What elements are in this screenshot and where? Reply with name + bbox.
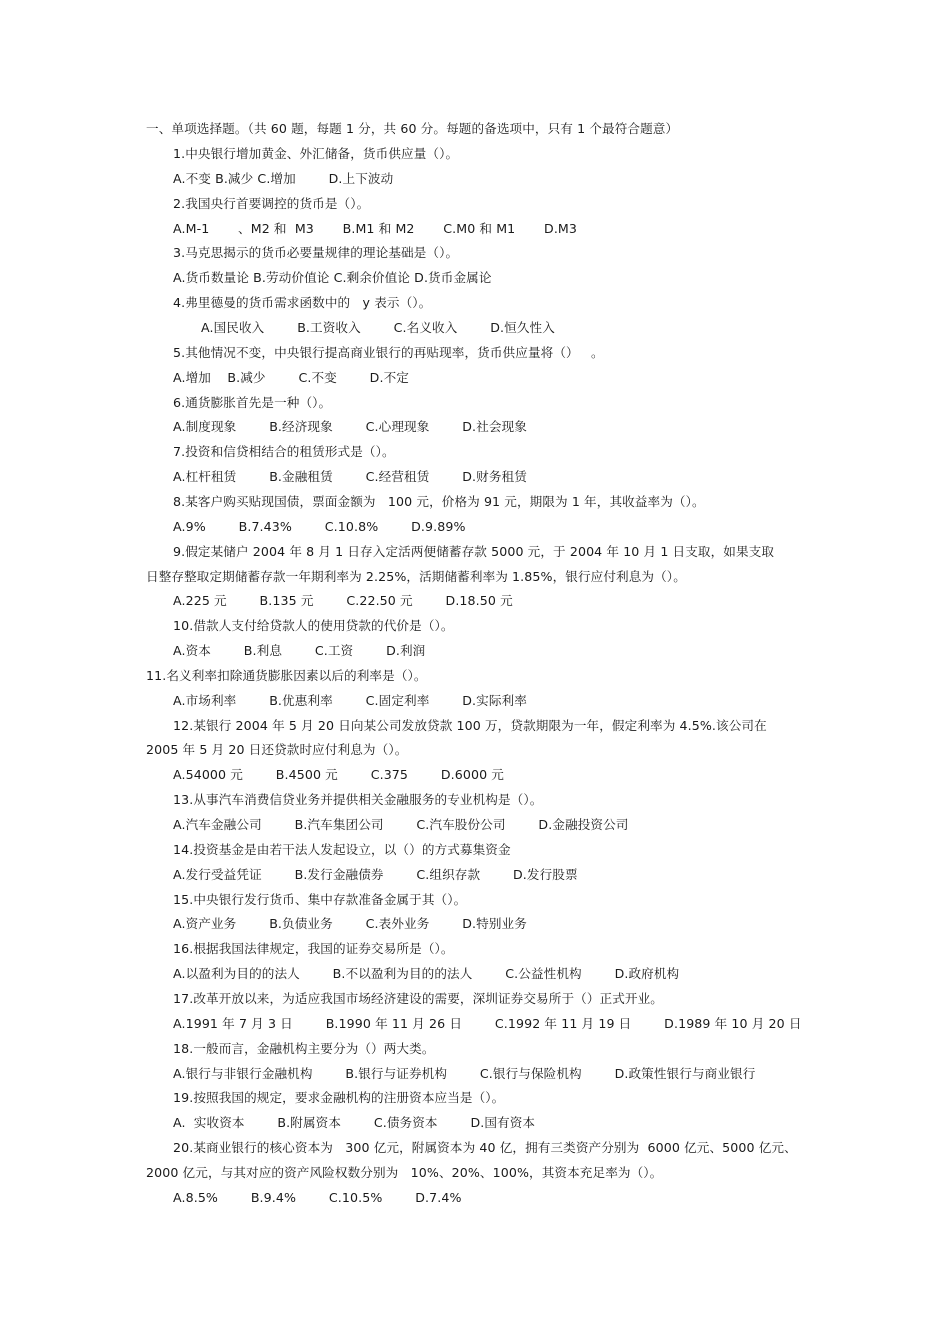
question-line: 16.根据我国法律规定，我国的证券交易所是（）。 [173, 941, 454, 957]
section-heading: 一、单项选择题。（共 60 题，每题 1 分，共 60 分。每题的备选项中，只有 1 个最符合题意） [146, 121, 679, 136]
question-line: 1.中央银行增加黄金、外汇储备，货币供应量（）。 [173, 146, 459, 161]
answer-options: A.国民收入 B.工资收入 C.名义收入 D.恒久性入 [201, 320, 555, 335]
answer-options: A.制度现象 B.经济现象 C.心理现象 D.社会现象 [173, 419, 527, 435]
question-line: 6.通货膨胀首先是一种（）。 [173, 394, 332, 410]
question-line: 17.改革开放以来，为适应我国市场经济建设的需要，深圳证券交易所于（）正式开业。 [173, 990, 663, 1006]
question-continuation: 2000 亿元，与其对应的资产风险权数分别为 10%、20%、100%，其资本充足率为（）。 [146, 1164, 663, 1180]
answer-options: A.资本 B.利息 C.工资 D.利润 [173, 643, 426, 658]
answer-options: A.杠杆租赁 B.金融租赁 C.经营租赁 D.财务租赁 [173, 469, 527, 485]
answer-options: A. 实收资本 B.附属资本 C.债务资本 D.国有资本 [173, 1115, 536, 1131]
question-line: 9.假定某储户 2004 年 8 月 1 日存入定活两便储蓄存款 5000 元，于 2004 年 10 月 1 日支取，如果支取 [173, 543, 775, 559]
question-line: 11.名义利率扣除通货膨胀因素以后的利率是（）。 [146, 667, 427, 683]
answer-options: A.9% B.7.43% C.10.8% D.9.89% [173, 518, 466, 534]
question-line: 2.我国央行首要调控的货币是（）。 [173, 195, 370, 211]
question-line: 5.其他情况不变，中央银行提高商业银行的再贴现率，货币供应量将（） 。 [173, 344, 604, 360]
question-continuation: 2005 年 5 月 20 日还贷款时应付利息为（）。 [146, 742, 408, 758]
answer-options: A.货币数量论 B.劳动价值论 C.剩余价值论 D.货币金属论 [173, 270, 492, 286]
question-line: 12.某银行 2004 年 5 月 20 日向某公司发放贷款 100 万，贷款期限为一年，假定利率为 4.5%.该公司在 [173, 717, 767, 733]
answer-options: A.汽车金融公司 B.汽车集团公司 C.汽车股份公司 D.金融投资公司 [173, 817, 629, 832]
answer-options: A.银行与非银行金融机构 B.银行与证券机构 C.银行与保险机构 D.政策性银行与商业银行 [173, 1065, 756, 1081]
question-continuation: 日整存整取定期储蓄存款一年期利率为 2.25%，活期储蓄利率为 1.85%，银行应付利息为（）。 [146, 568, 686, 584]
question-line: 3.马克思揭示的货币必要量规律的理论基础是（）。 [173, 245, 459, 261]
answer-options: A.不变 B.减少 C.增加 D.上下波动 [173, 170, 394, 186]
answer-options: A.54000 元 B.4500 元 C.375 D.6000 元 [173, 767, 505, 783]
answer-options: A.8.5% B.9.4% C.10.5% D.7.4% [173, 1189, 462, 1205]
question-line: 10.借款人支付给贷款人的使用贷款的代价是（）。 [173, 618, 454, 634]
answer-options: A.以盈利为目的的法人 B.不以盈利为目的的法人 C.公益性机构 D.政府机构 [173, 966, 680, 982]
question-line: 15.中央银行发行货币、集中存款准备金属于其（）。 [173, 891, 467, 907]
answer-options: A.增加 B.减少 C.不变 D.不定 [173, 369, 409, 385]
question-line: 8.某客户购买贴现国债，票面金额为 100 元，价格为 91 元，期限为 1 年，其收益率为（）。 [173, 493, 705, 509]
question-line: 14.投资基金是由若干法人发起设立，以（）的方式募集资金 [173, 841, 511, 857]
answer-options: A.225 元 B.135 元 C.22.50 元 D.18.50 元 [173, 593, 513, 609]
question-line: 7.投资和信贷相结合的租赁形式是（）。 [173, 444, 395, 460]
question-line: 19.按照我国的规定，要求金融机构的注册资本应当是（）。 [173, 1090, 505, 1106]
answer-options: A.M-1 、M2 和 M3 B.M1 和 M2 C.M0 和 M1 D.M3 [173, 220, 577, 236]
question-line: 13.从事汽车消费信贷业务并提供相关金融服务的专业机构是（）。 [173, 792, 543, 808]
question-line: 4.弗里德曼的货币需求函数中的 y 表示（）。 [173, 295, 432, 311]
answer-options: A.发行受益凭证 B.发行金融债券 C.组织存款 D.发行股票 [173, 866, 578, 882]
answer-options: A.1991 年 7 月 3 日 B.1990 年 11 月 26 日 C.1992 年 11 月 19 日 D.1989 年 10 月 20 日 [173, 1015, 802, 1031]
answer-options: A.资产业务 B.负债业务 C.表外业务 D.特别业务 [173, 916, 527, 932]
question-line: 18.一般而言，金融机构主要分为（）两大类。 [173, 1040, 435, 1056]
question-line: 20.某商业银行的核心资本为 300 亿元，附属资本为 40 亿，拥有三类资产分别为 6000 亿元、5000 亿元、 [173, 1140, 797, 1155]
answer-options: A.市场利率 B.优惠利率 C.固定利率 D.实际利率 [173, 692, 527, 708]
